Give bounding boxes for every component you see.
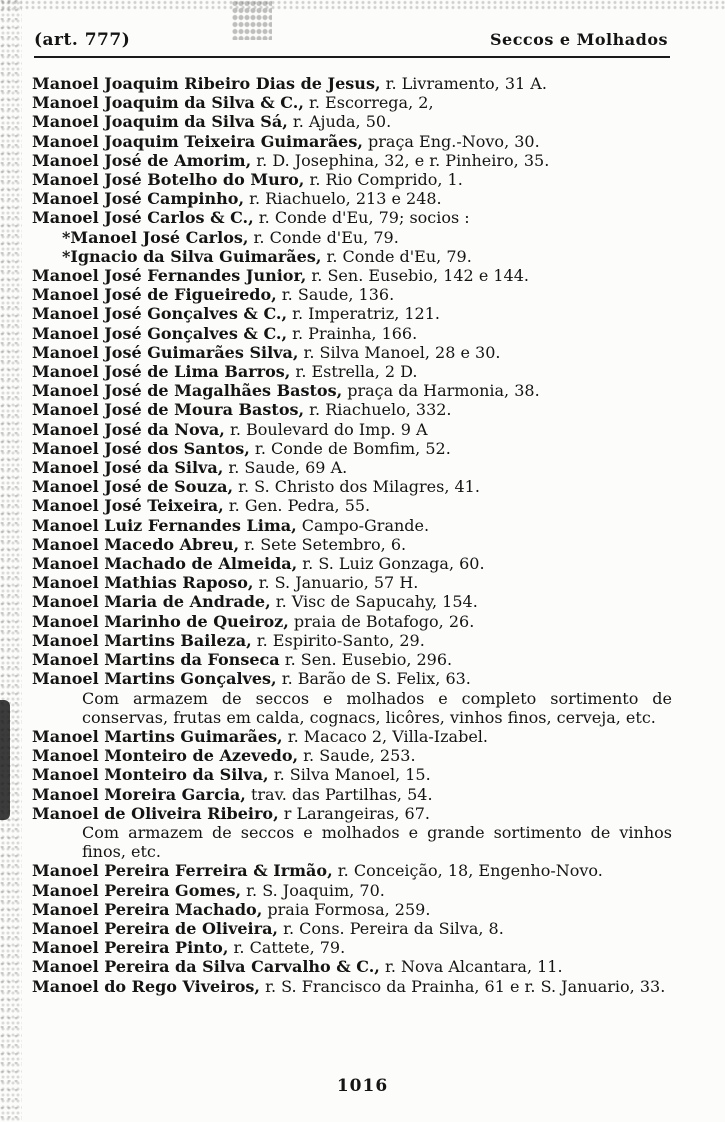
section-title: Seccos e Molhados	[489, 30, 668, 49]
entry-name: Manoel Mathias Raposo,	[32, 573, 254, 593]
directory-entry	[32, 977, 672, 996]
entry-name: Manoel Machado de Almeida,	[32, 554, 298, 574]
entry-address: praça Eng.-Novo, 30.	[362, 131, 540, 151]
entry-address: r. Conceição, 18, Engenho-Novo.	[332, 861, 603, 881]
directory-entry	[32, 189, 672, 208]
directory-entry	[32, 93, 672, 112]
entry-address: r. Livramento, 31 A.	[380, 74, 547, 93]
entry-address: r. Sen. Eusebio, 296.	[279, 650, 453, 670]
directory-entry	[32, 881, 672, 900]
entry-name: Manoel Martins Guimarães,	[32, 726, 283, 746]
entry-name: Manoel José da Nova,	[32, 419, 225, 439]
directory-entry	[32, 362, 672, 381]
entry-address: r. Conde d'Eu, 79.	[321, 246, 472, 266]
entry-address: r. Ajuda, 50.	[287, 112, 392, 132]
directory-entry	[32, 919, 672, 938]
directory-entry	[32, 170, 672, 189]
entry-name: *Ignacio da Silva Guimarães,	[62, 246, 322, 266]
page-header	[34, 30, 668, 54]
entry-address: trav. das Partilhas, 54.	[245, 784, 433, 804]
entry-name: Manoel José de Magalhães Bastos,	[32, 381, 343, 401]
entry-address: r. Conde d'Eu, 79.	[248, 227, 399, 247]
entry-address: r. Rio Comprido, 1.	[304, 170, 463, 190]
entry-address: r. Conde d'Eu, 79; socios :	[253, 208, 470, 228]
entry-name: Manoel Joaquim da Silva & C.,	[32, 93, 304, 113]
directory-entry	[32, 938, 672, 957]
scan-edge-left	[0, 0, 22, 1122]
entry-address: r. D. Josephina, 32, e r. Pinheiro, 35.	[251, 150, 550, 170]
entry-address: r. Silva Manoel, 28 e 30.	[298, 342, 501, 362]
directory-entry	[32, 554, 672, 573]
directory-entry	[32, 420, 672, 439]
scan-edge-top	[0, 0, 725, 10]
page-number: 1016	[336, 1076, 389, 1096]
directory-list	[32, 74, 672, 996]
entry-name: Manoel do Rego Viveiros,	[32, 976, 260, 996]
entry-name: Manoel José da Silva,	[32, 458, 224, 478]
entry-name: Manoel Maria de Andrade,	[32, 592, 271, 612]
entry-name: Manoel José Campinho,	[32, 189, 245, 209]
directory-entry	[32, 957, 672, 976]
entry-address: r. S. Luiz Gonzaga, 60.	[297, 554, 485, 574]
entry-name: Manoel Marinho de Queiroz,	[32, 611, 289, 631]
entry-address: r. Saude, 253.	[298, 746, 416, 766]
entry-name: Manoel Luiz Fernandes Lima,	[32, 515, 297, 535]
entry-address: r. Sen. Eusebio, 142 e 144.	[306, 266, 529, 286]
entry-name: Manoel Joaquim Teixeira Guimarães,	[32, 131, 363, 151]
entry-address: r. Conde de Bomfim, 52.	[249, 438, 451, 458]
entry-address: r Larangeiras, 67.	[278, 803, 430, 823]
entry-address: r. Cons. Pereira da Silva, 8.	[278, 918, 504, 938]
entry-note: Com armazem de seccos e molhados e grande sortimento de vinhos finos, etc.	[82, 822, 672, 862]
directory-entry	[32, 785, 672, 804]
article-number: (art. 777)	[34, 30, 131, 50]
entry-address: r. Silva Manoel, 15.	[268, 765, 431, 785]
directory-entry	[32, 400, 672, 419]
directory-entry	[32, 151, 672, 170]
entry-name: Manoel Pereira Pinto,	[32, 938, 229, 958]
entry-name: Manoel José Fernandes Junior,	[32, 266, 307, 286]
entry-address: r. Saude, 136.	[276, 285, 395, 305]
entry-name: Manoel José de Amorim,	[32, 150, 252, 170]
directory-entry	[32, 132, 672, 151]
entry-name: Manoel Joaquim da Silva Sá,	[32, 112, 288, 132]
entry-name: Manoel Pereira Ferreira & Irmão,	[32, 861, 333, 881]
entry-address: r. Riachuelo, 213 e 248.	[244, 189, 442, 209]
directory-entry	[32, 343, 672, 362]
directory-entry	[32, 304, 672, 323]
entry-name: Manoel José de Lima Barros,	[32, 362, 291, 382]
entry-name: Manoel José Teixeira,	[32, 496, 224, 516]
entry-name: *Manoel José Carlos,	[62, 227, 249, 247]
entry-address: r. S. Januario, 57 H.	[253, 573, 419, 593]
entry-address: praia de Botafogo, 26.	[288, 611, 475, 631]
header-rule	[34, 56, 670, 58]
entry-address: r. Boulevard do Imp. 9 A	[224, 419, 428, 439]
entry-address: r. Macaco 2, Villa-Izabel.	[282, 726, 488, 746]
directory-entry	[32, 266, 672, 285]
entry-name: Manoel Moreira Garcia,	[32, 784, 246, 804]
entry-name: Manoel Pereira Gomes,	[32, 880, 242, 900]
entry-address: r. Estrella, 2 D.	[290, 362, 418, 382]
directory-entry	[32, 477, 672, 496]
entry-name: Manoel Macedo Abreu,	[32, 534, 240, 554]
entry-address: r. Espirito-Santo, 29.	[251, 630, 425, 650]
entry-name: Manoel José Carlos & C.,	[32, 208, 254, 228]
entry-name: Manoel José dos Santos,	[32, 438, 250, 458]
entry-address: r. Nova Alcantara, 11.	[379, 957, 563, 977]
directory-entry	[32, 592, 672, 611]
entry-address: r. Escorrega, 2,	[303, 93, 434, 113]
entry-name: Manoel Martins da Fonseca	[32, 650, 280, 670]
directory-entry	[32, 439, 672, 458]
directory-entry	[32, 746, 672, 765]
directory-entry	[32, 650, 672, 669]
directory-entry	[32, 727, 672, 746]
directory-entry	[32, 765, 672, 784]
directory-entry	[32, 573, 672, 592]
directory-entry	[32, 900, 672, 919]
entry-name: Manoel José de Souza,	[32, 477, 234, 497]
entry-name: Manoel José de Figueiredo,	[32, 285, 277, 305]
entry-address: r. S. Christo dos Milagres, 41.	[233, 477, 480, 497]
entry-name: Manoel José Botelho do Muro,	[32, 170, 305, 190]
directory-entry	[32, 324, 672, 343]
entry-name: Manoel Martins Gonçalves,	[32, 669, 277, 689]
directory-entry	[32, 496, 672, 515]
entry-name: Manoel Pereira Machado,	[32, 899, 263, 919]
directory-entry	[32, 247, 672, 266]
entry-address: r. Prainha, 166.	[287, 323, 418, 343]
entry-address: r. Saude, 69 A.	[223, 458, 348, 478]
entry-address: r. Barão de S. Felix, 63.	[276, 669, 471, 689]
entry-note: Com armazem de seccos e molhados e completo sortimento de conservas, frutas em calda, cognacs, licôres, vinhos finos, cerveja, etc.	[82, 688, 672, 727]
directory-entry	[32, 458, 672, 477]
entry-address: r. Cattete, 79.	[228, 938, 346, 958]
directory-entry	[32, 208, 672, 227]
entry-name: Manoel Monteiro da Silva,	[32, 765, 269, 785]
entry-name: Manoel Joaquim Ribeiro Dias de Jesus,	[32, 74, 381, 93]
directory-entry	[32, 381, 672, 400]
entry-name: Manoel Pereira da Silva Carvalho & C.,	[32, 957, 380, 977]
entry-address: Campo-Grande.	[296, 515, 430, 535]
entry-address: r. Sete Setembro, 6.	[239, 534, 407, 554]
entry-address: r. Riachuelo, 332.	[304, 400, 452, 420]
entry-name: Manoel Pereira de Oliveira,	[32, 918, 278, 938]
entry-name: Manoel José Gonçalves & C.,	[32, 323, 288, 343]
directory-entry	[32, 612, 672, 631]
entry-address: praia Formosa, 259.	[262, 899, 431, 919]
directory-entry	[32, 804, 672, 823]
entry-name: Manoel Monteiro de Azevedo,	[32, 746, 299, 766]
entry-address: r. Imperatriz, 121.	[287, 304, 440, 324]
entry-address: r. Visc de Sapucahy, 154.	[270, 592, 478, 612]
directory-entry	[32, 228, 672, 247]
entry-name: Manoel José Guimarães Silva,	[32, 342, 299, 362]
entry-name: Manoel de Oliveira Ribeiro,	[32, 803, 279, 823]
directory-entry	[32, 535, 672, 554]
directory-entry	[32, 861, 672, 880]
entry-name: Manoel Martins Baileza,	[32, 630, 252, 650]
entry-address: r. S. Joaquim, 70.	[241, 880, 385, 900]
directory-entry	[32, 669, 672, 688]
entry-address: praça da Harmonia, 38.	[342, 381, 540, 401]
directory-entry	[32, 631, 672, 650]
directory-entry	[32, 112, 672, 131]
directory-entry	[32, 516, 672, 535]
scan-edge-shadow	[0, 700, 10, 820]
entry-name: Manoel José Gonçalves & C.,	[32, 304, 288, 324]
entry-name: Manoel José de Moura Bastos,	[32, 400, 305, 420]
directory-entry	[32, 285, 672, 304]
entry-address: r. Gen. Pedra, 55.	[223, 496, 371, 516]
directory-entry	[32, 74, 672, 93]
entry-address: r. S. Francisco da Prainha, 61 e r. S. Januario, 33.	[260, 976, 666, 996]
